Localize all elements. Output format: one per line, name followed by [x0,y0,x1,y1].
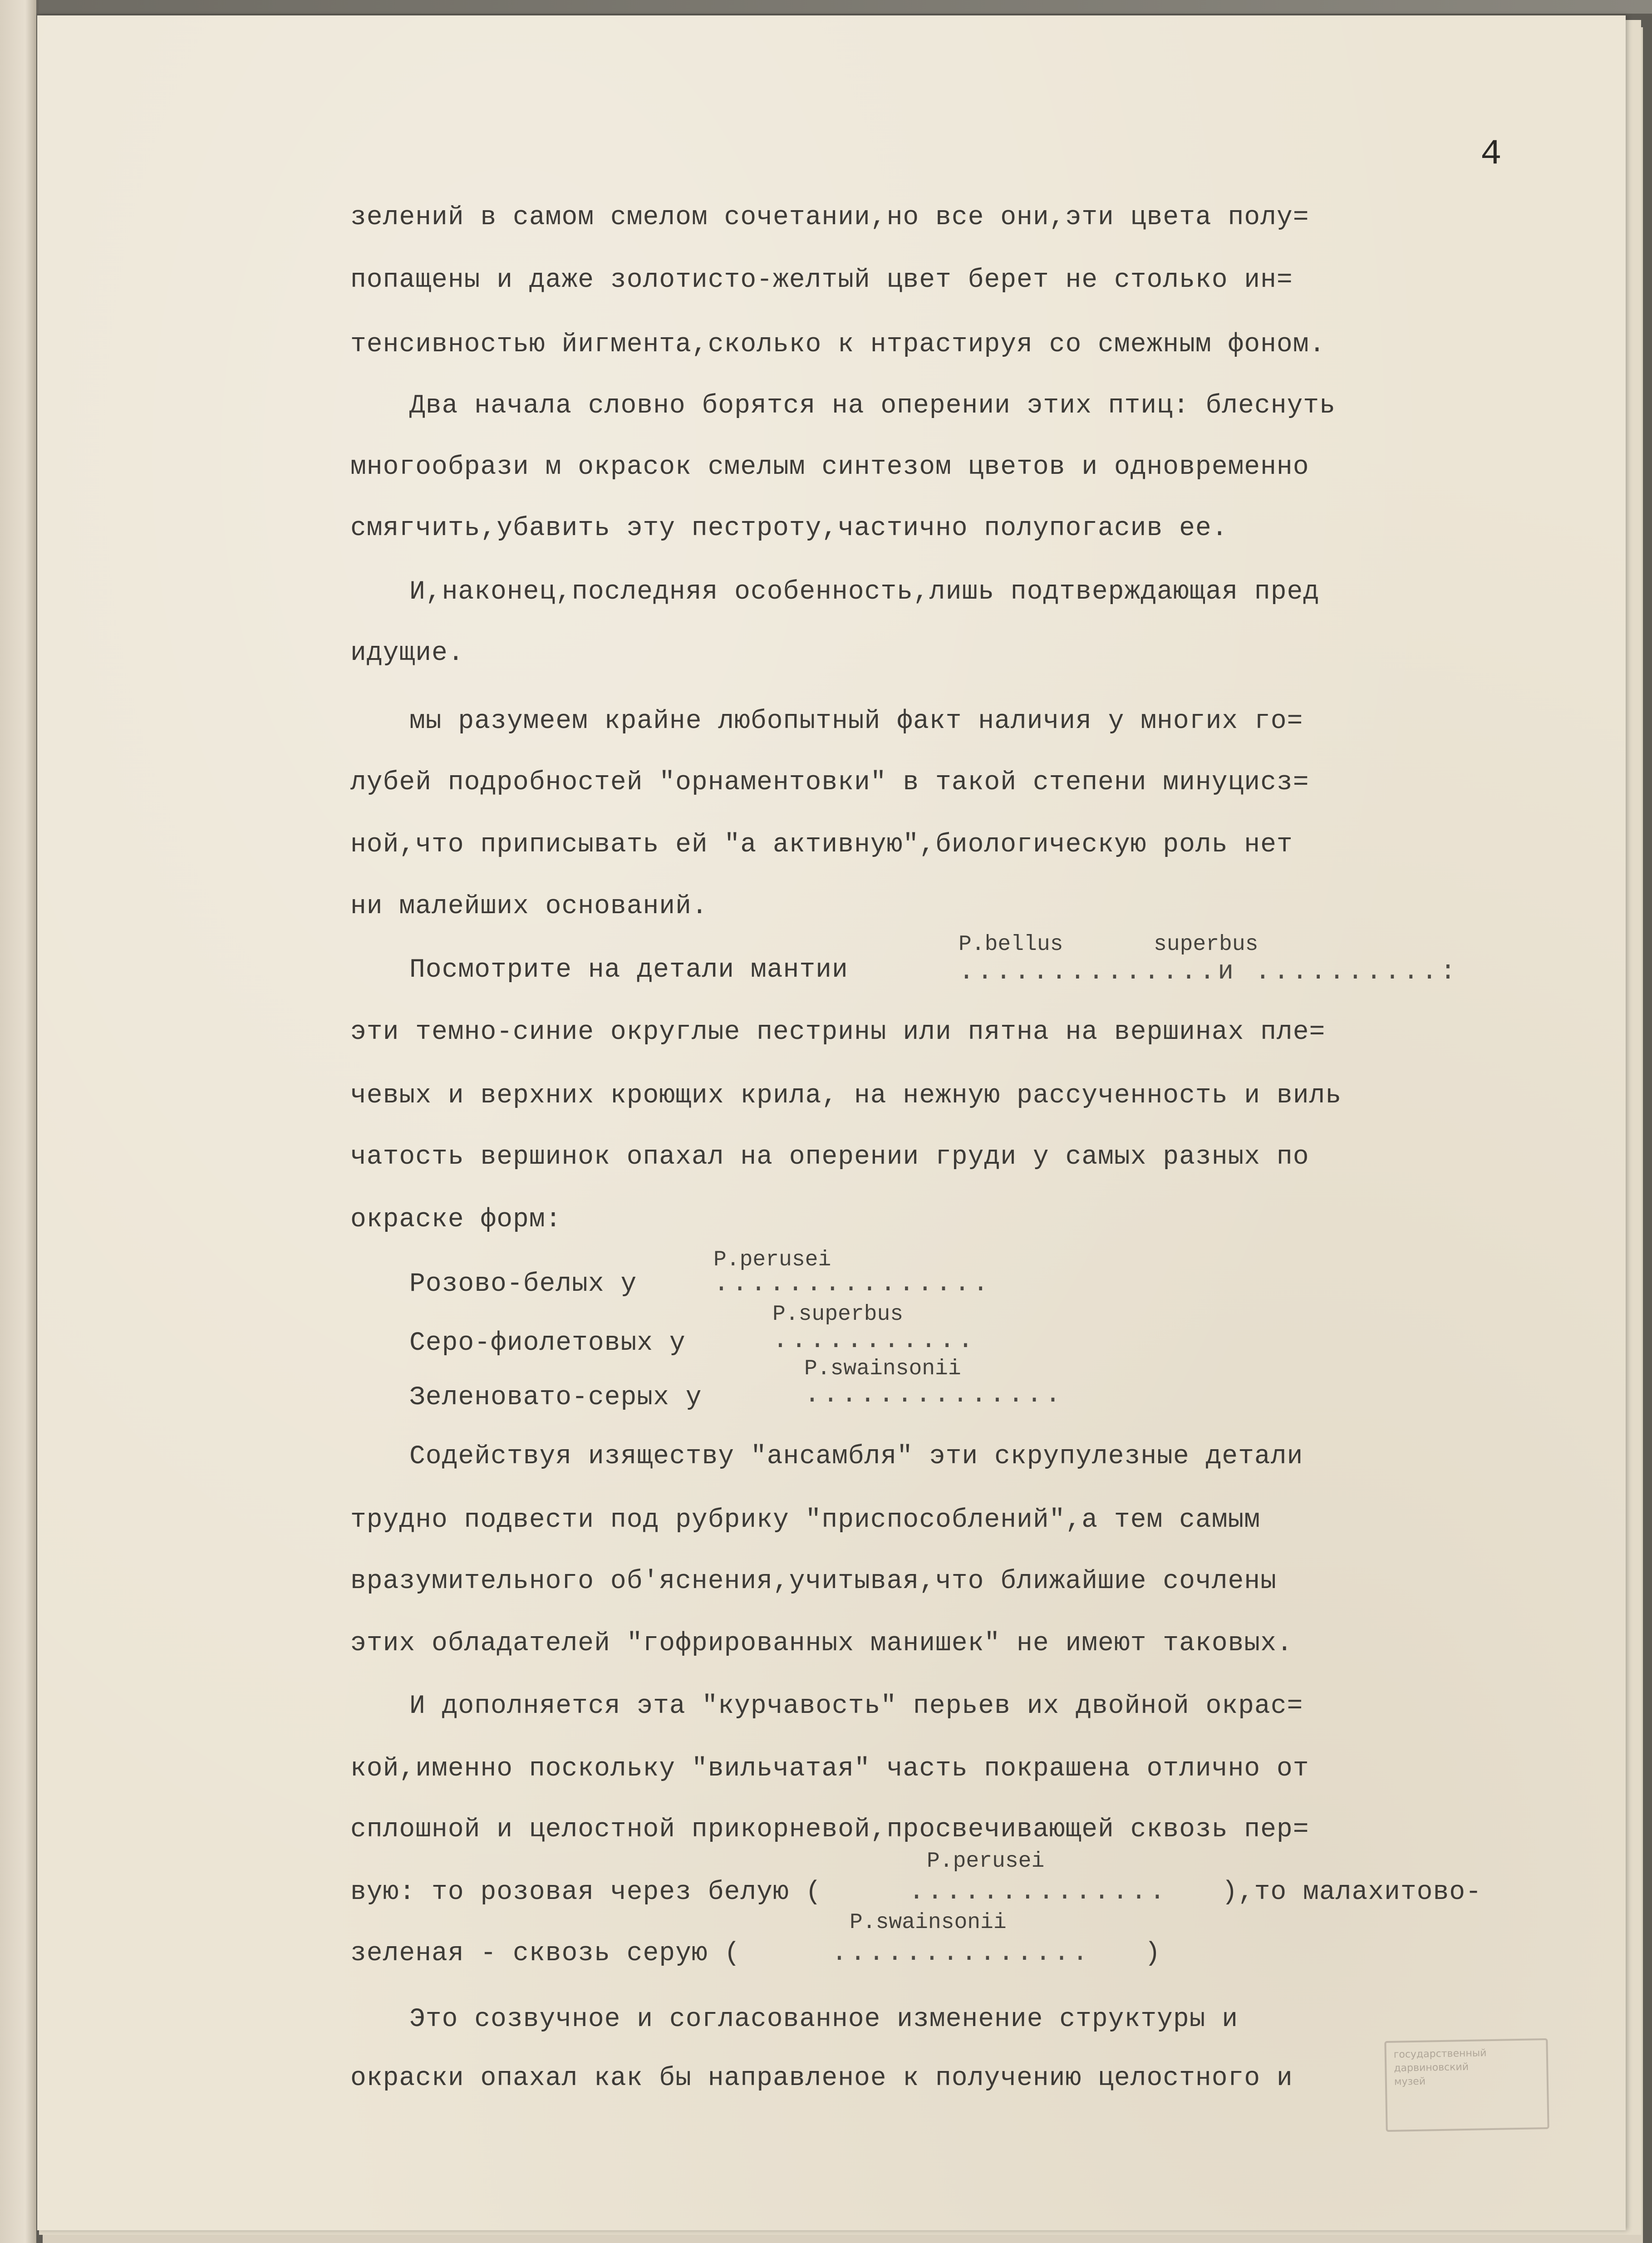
text-line: окраске форм: [350,1205,562,1235]
blank-dotted: .............. [804,1380,1064,1410]
blank-dotted: ..............и ..........: [959,957,1459,987]
text-line: вую: то розовая через белую ( [350,1878,822,1907]
text-line: ной,что приписывать ей "а активную",биологическую роль нет [350,830,1293,860]
blank-dotted: ............... [713,1269,992,1299]
text-line: трудно подвести под рубрику "приспособлений",а тем самым [350,1505,1261,1535]
blank-dotted: ........... [772,1326,976,1355]
species-label: P.swainsonii [804,1357,961,1381]
text-line: лубей подробностей "орнаментовки" в такой степени минуцисз= [350,768,1309,797]
text-line: идущие. [350,639,464,668]
text-line: зелений в самом смелом сочетании,но все они,эти цвета полу= [350,203,1309,232]
blank-dotted: .............. [831,1938,1091,1968]
stamp-line: музей [1394,2076,1426,2088]
text-line: мы разумеем крайне любопытный факт наличия у многих го= [409,707,1303,736]
species-label: P.swainsonii [850,1910,1007,1935]
text-line: Посмотрите на детали мантии [409,955,848,985]
text-line: кой,именно поскольку "вильчатая" часть покрашена отлично от [350,1754,1309,1784]
text-line: зеленая - сквозь серую ( [350,1939,741,1968]
blank-dotted: .............. [909,1877,1168,1907]
text-line: Содействуя изяществу "ансамбля" эти скрупулезные детали [409,1442,1303,1471]
text-line: эти темно-синие округлые пестрины или пятна на вершинах пле= [350,1018,1326,1047]
species-label: P.perusei [713,1248,831,1272]
archive-stamp [1384,2038,1549,2132]
text-line: ) [1145,1939,1161,1968]
text-line: смягчить,убавить эту пестроту,частично полупогасив ее. [350,514,1228,543]
text-line: ),то малахитово- [1222,1878,1482,1907]
text-line: многообрази м окрасок смелым синтезом цветов и одновременно [350,453,1309,482]
text-line: Серо-фиолетовых у [409,1328,686,1358]
text-line: чевых и верхних кроющих крила, на нежную рассученность и виль [350,1081,1342,1111]
text-line: И дополняется эта "курчавость" перьев их двойной окрас= [409,1692,1303,1721]
text-line: попащены и даже золотисто-желтый цвет берет не столько ин= [350,266,1293,295]
typewritten-page [37,15,1626,2230]
text-line: сплошной и целостной прикорневой,просвечивающей сквозь пер= [350,1815,1309,1845]
text-line: чатость вершинок опахал на оперении груди у самых разных по [350,1142,1309,1172]
stamp-line: дарвиновский [1394,2061,1469,2074]
text-line: Розово-белых у [409,1269,637,1299]
text-line: Это созвучное и согласованное изменение структуры и [409,2005,1239,2034]
page-number: 4 [1480,134,1502,174]
species-label: superbus [1154,932,1259,957]
text-line: ни малейших оснований. [350,892,708,921]
text-line: этих обладателей "гофрированных манишек" не имеют таковых. [350,1629,1293,1658]
text-line: Два начала словно борятся на оперении этих птиц: блеснуть [409,391,1336,421]
stamp-line: государственный [1393,2047,1487,2061]
text-line: тенсивностью йигмента,сколько к нтрастируя со смежным фоном. [350,330,1326,359]
species-label: P.superbus [772,1302,904,1327]
species-label: P.perusei [927,1849,1045,1874]
text-line: окраски опахал как бы направленое к получению целостного и [350,2064,1293,2093]
text-line: И,наконец,последняя особенность,лишь подтверждающая пред [409,577,1320,607]
species-label: P.bellus [959,932,1063,957]
text-line: вразумительного об'яснения,учитывая,что ближайшие сочлены [350,1567,1277,1596]
binding-edge [0,0,39,2243]
text-line: Зеленовато-серых у [409,1383,702,1412]
